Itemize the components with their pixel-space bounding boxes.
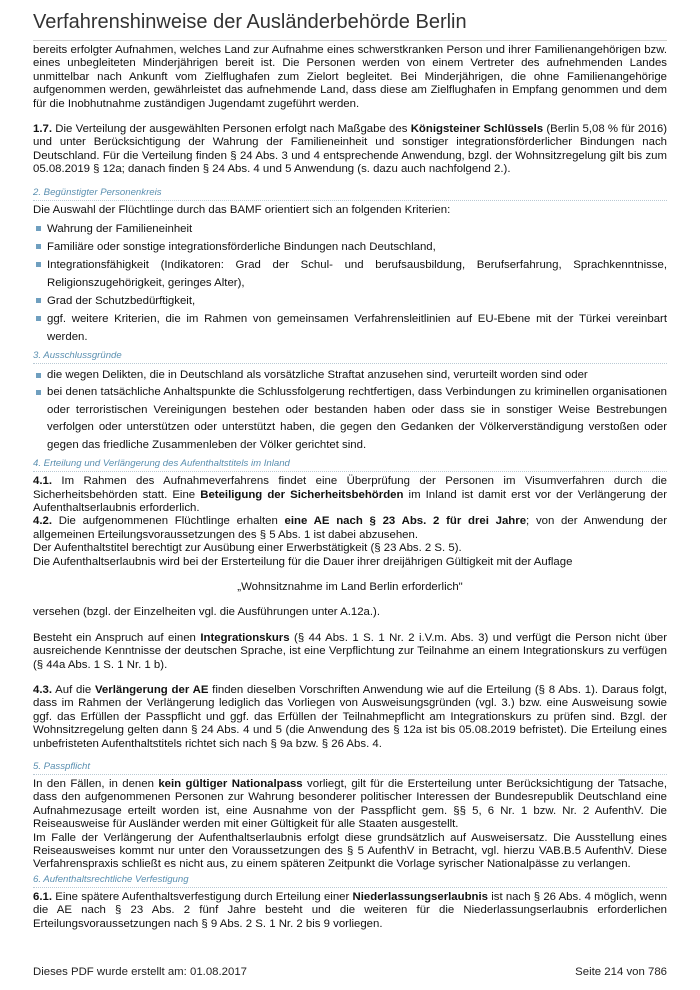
page-footer [33, 966, 667, 978]
bullet-icon [36, 373, 41, 378]
list-item: Integrationsfähigkeit (Indikatoren: Grad der Schul- und berufsausbildung, Berufserfahrung, Sprachkenntnisse, Religionszugehörigkeit, geringes Alter), [33, 256, 667, 292]
list-item: ggf. weitere Kriterien, die im Rahmen von gemeinsamen Verfahrensleitlinien auf EU-Ebene mit der Türkei vereinbart werden. [33, 310, 667, 346]
list-item: bei denen tatsächliche Anhaltspunkte die Schlussfolgerung rechtfertigen, dass Verbindungen zu kriminellen organisationen oder terroristischen Vereinigungen bestehen oder bestanden haben oder dass sie in sonstiger Weise Bestrebungen verfolgen oder unterstützen oder unterstützt haben, die gegen den Gedanken der Völkerverständigung verstoßen oder gegen das friedliche Zusammenleben der Völker gerichtet sind. [33, 384, 667, 454]
paragraph-1-7: 1.7. Die Verteilung der ausgewählten Personen erfolgt nach Maßgabe des Königsteiner Schlüssels (Berlin 5,08 % für 2016) und unter Berücksichtigung der Wahrung der Familieneinheit und sonstiger integrationsförderlicher Bindungen nach Deutschland. Für die Verteilung finden § 24 Abs. 3 und 4 entsprechende Anwendung, bzgl. der Wohnsitzregelung gilt bis zum 05.08.2019 § 12a; danach finden § 24 Abs. 4 und 5 Anwendung (s. dazu auch nachfolgend 2.). [33, 123, 667, 176]
integration-course-paragraph: Besteht ein Anspruch auf einen Integrationskurs (§ 44 Abs. 1 S. 1 Nr. 2 i.V.m. Abs. 3) und verfügt die Person nicht über ausreichende Kenntnisse der deutschen Sprache, ist eine Verpflichtung zur Teilnahme an einem Integrationskurs zu verfügen (§ 44a Abs. 1 S. 1 Nr. 1 b). [33, 631, 667, 671]
section-heading-4: 4. Erteilung und Verlängerung des Aufenthaltstitels im Inland [33, 458, 667, 472]
paragraph-6-1: 6.1. Eine spätere Aufenthaltsverfestigung durch Erteilung einer Niederlassungserlaubnis ist nach § 26 Abs. 4 möglich, wenn die AE nach § 23 Abs. 2 fünf Jahre besteht und die weiteren für die Niederlassungserlaubnis erforderlichen Erteilungsvoraussetzungen nach § 9 Abs. 2 S. 1 Nr. 2 bis 9 vorliegen. [33, 890, 668, 930]
intro-paragraph: bereits erfolgter Aufnahmen, welches Land zur Aufnahme eines schwerstkranken Person und ihrer Familienangehörigen bzw. eines unbegleiteten Minderjährigen bereit ist. Die Personen werden von einem Vertreter des aufnehmenden Landes unmittelbar nach Ankunft vom Zielflughafen zum Zielort begleitet. Bei Minderjährigen, die ohne Familienangehörige aufgenommen werden, gewährleistet das aufnehmende Land, dass diese am Zielflughafen in Empfang genommen und dem für die Inobhutnahme zuständigen Jugendamt zugeführt werden. [33, 44, 667, 110]
bullet-icon [36, 316, 41, 321]
passport-paragraph: In den Fällen, in denen kein gültiger Nationalpass vorliegt, gilt für die Ersterteilung unter Berücksichtigung der Tatsache, dass den aufgenommenen Personen zur Wahrung besonderer politischer Interessen der Bundesrepublik Deutschland eine Aufnahmezusage erteilt worden ist, eine Ausnahme von der Passpflicht gem. §§ 5, 6 Nr. 1 bzw. Nr. 2 AufenthV. Die Reiseausweise für Ausländer werden mit einer Gültigkeit für alle Staaten ausgestellt. [33, 778, 667, 831]
bullet-icon [36, 244, 41, 249]
section-heading-5: 5. Passpflicht [33, 761, 667, 775]
paragraph-4-1: 4.1. Im Rahmen des Aufnahmeverfahrens findet eine Überprüfung der Personen im Visumverfahren durch die Sicherheitsbehörden statt. Eine Beteiligung der Sicherheitsbehörden im Inland ist damit erst vor der Verlängerung der Aufenthaltserlaubnis erforderlich. [33, 475, 668, 514]
criteria-lead: Die Auswahl der Flüchtlinge durch das BAMF orientiert sich an folgenden Kriterien: [33, 203, 451, 216]
bullet-icon [36, 390, 41, 395]
bullet-icon [36, 226, 41, 231]
list-item: die wegen Delikten, die in Deutschland als vorsätzliche Straftat anzusehen sind, verurteilt worden sind oder [33, 367, 667, 384]
page-title: Verfahrenshinweise der Ausländerbehörde Berlin [33, 11, 667, 41]
bullet-icon [36, 298, 41, 303]
list-item: Familiäre oder sonstige integrationsförderliche Bindungen nach Deutschland, [33, 238, 667, 256]
created-date: Dieses PDF wurde erstellt am: 01.08.2017 [33, 966, 247, 978]
list-item: Grad der Schutzbedürftigkeit, [33, 292, 667, 310]
condition-line: Die Aufenthaltserlaubnis wird bei der Ersterteilung für die Dauer ihrer dreijährigen Gültigkeit mit der Auflage [33, 555, 573, 568]
bullet-icon [36, 262, 41, 267]
criteria-list [33, 220, 667, 346]
paragraph-4-2: 4.2. Die aufgenommenen Flüchtlinge erhalten eine AE nach § 23 Abs. 2 für drei Jahre; von der Anwendung der allgemeinen Erteilungsvoraussetzungen des § 5 Abs. 1 ist dabei abzusehen. [33, 515, 667, 541]
list-item: Wahrung der Familieneinheit [33, 220, 667, 238]
document-body [33, 44, 667, 931]
section-heading-2: 2. Begünstigter Personenkreis [33, 187, 667, 201]
after-quote-line: versehen (bzgl. der Einzelheiten vgl. die Ausführungen unter A.12a.). [33, 606, 381, 619]
work-permission-line: Der Aufenthaltstitel berechtigt zur Ausübung einer Erwerbstätigkeit (§ 23 Abs. 2 S. 5). [33, 542, 462, 555]
page-number: Seite 214 von 786 [575, 966, 667, 978]
extension-passport-paragraph: Im Falle der Verlängerung der Aufenthaltserlaubnis erfolgt diese grundsätzlich auf Ausweisersatz. Die Ausstellung eines Reiseausweises kommt nur unter den Voraussetzungen des § 5 AufenthV in Betracht, vgl. hierzu VAB.B.5 AufenthV. Diese Verfahrenspraxis schließt es nicht aus, zu einem späteren Zeitpunkt die Vorlage syrischer Nationalpässe zu verlangen. [33, 831, 667, 871]
exclusion-list [33, 367, 667, 454]
paragraph-4-3: 4.3. Auf die Verlängerung der AE finden dieselben Vorschriften Anwendung wie auf die Erteilung (§ 8 Abs. 1). Daraus folgt, dass im Rahmen der Verlängerung lediglich das Vorliegen von Ausweisungsgründen (vgl. 3.) bzw. eine Ausweisung sowie ggf. das Erfüllen der Passpflicht und ggf. das Erfüllen der Teilnahmepflicht am Integrationskurs zu prüfen sind. Bzgl. der Wohnsitzregelung gelten dann § 24 Abs. 4 und 5 (die Anwendung des § 12a ist bis 05.08.2019 befristet). Die Erteilung eines unbefristeten Aufenthaltstitels richtet sich nach § 9a bzw. § 26 Abs. 4. [33, 683, 667, 750]
section-heading-6: 6. Aufenthaltsrechtliche Verfestigung [33, 874, 667, 888]
section-heading-3: 3. Ausschlussgründe [33, 350, 667, 364]
residence-condition-quote: „Wohnsitznahme im Land Berlin erforderlich" [237, 580, 463, 593]
paragraph-number: 1.7. [33, 123, 52, 136]
